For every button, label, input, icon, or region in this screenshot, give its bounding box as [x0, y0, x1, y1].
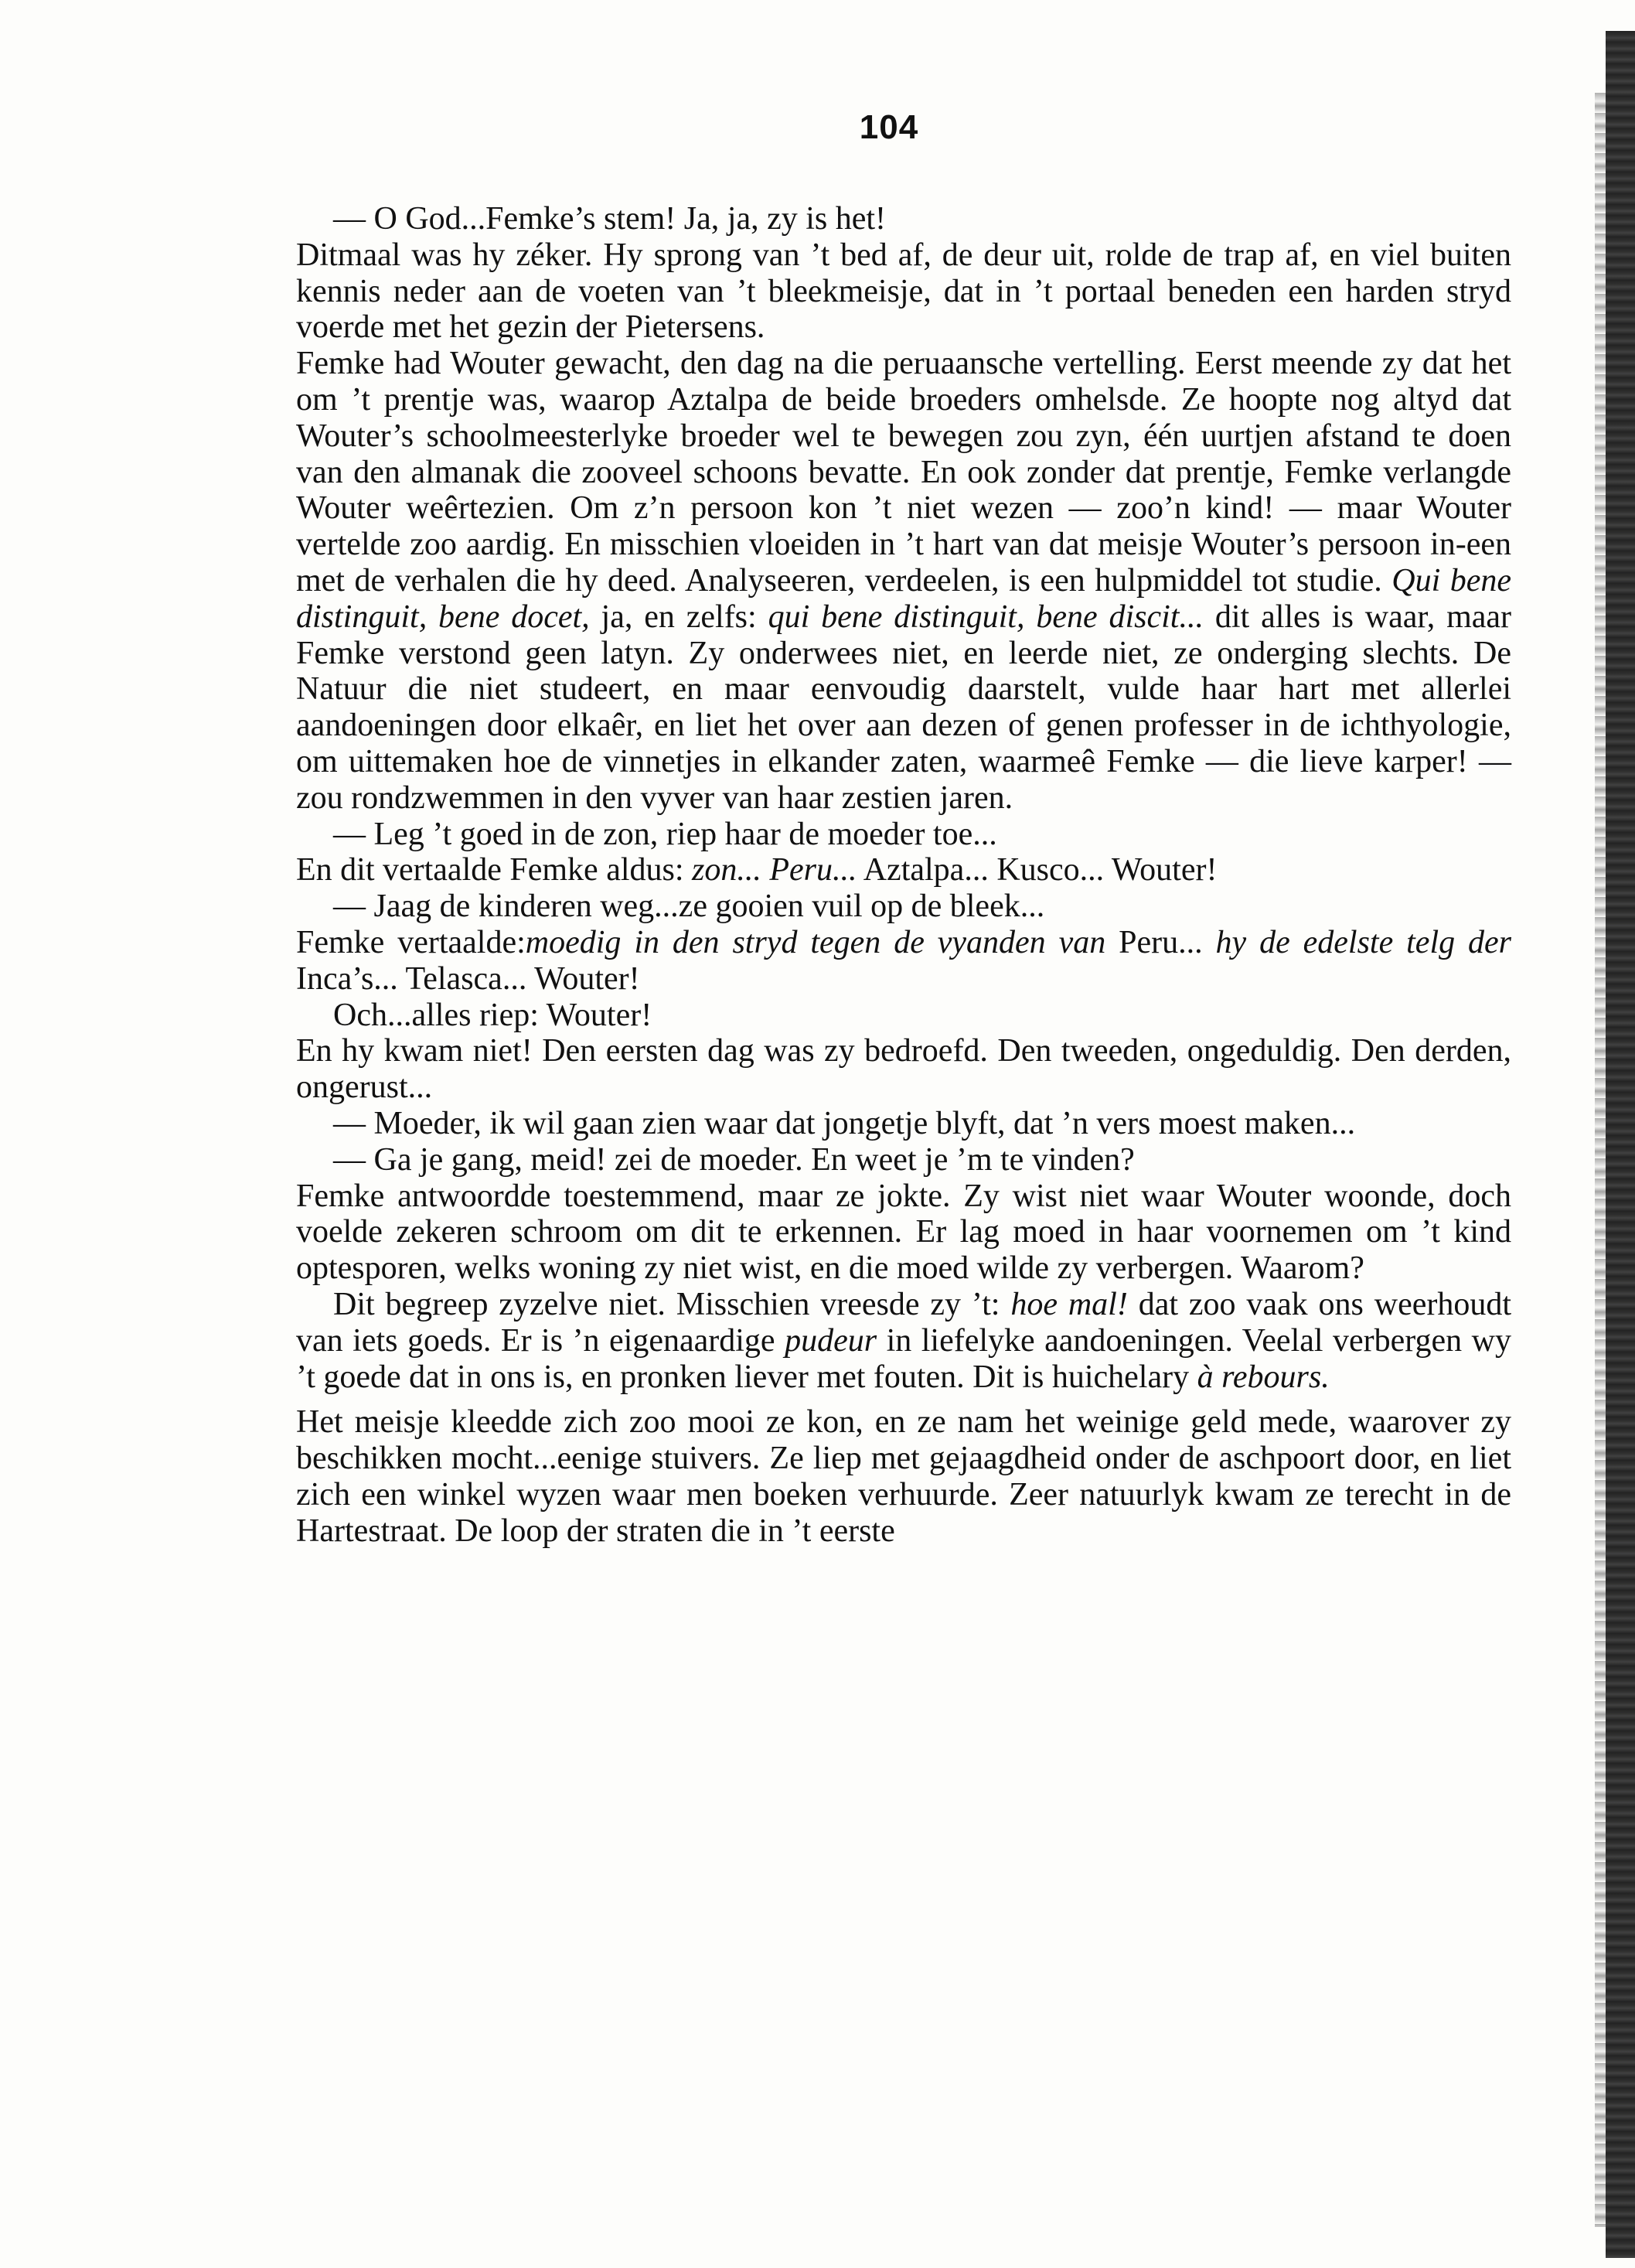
- text-run: Femke had Wouter gewacht, den dag na die peruaansche vertelling. Eerst meende zy dat het om ’t prentje was, waarop Aztalpa de beide broeders omhelsde. Ze hoopte nog altyd dat Wouter’s schoolmeesterlyke broeder wel te bewegen zou zyn, één uurtjen afstand te doen van den almanak die zooveel schoons bevatte. En ook zonder dat prentje, Femke verlangde Wouter weêrtezien. Om z’n persoon kon ’t niet wezen — zoo’n kind! — maar Wouter vertelde zoo aardig. En misschien vloeiden in ’t hart van dat meisje Wouter’s persoon in-een met de verhalen die hy deed. Analyseeren, verdeelen, is een hulpmiddel tot studie.: [296, 346, 1511, 599]
- body-text: [296, 201, 1511, 1549]
- scan-shadow: [1595, 93, 1606, 2227]
- latin-phrase: Qui bene distinguit, bene docet,: [296, 562, 1512, 635]
- paragraph-femke-answered: Femke antwoordde toestemmend, maar ze jokte. Zy wist niet waar Wouter woonde, doch voelde zekeren schroom om dit te erkennen. Er lag moed in haar voornemen om ’t kind optesporen, welks woning zy niet wist, en die moed wilde zy verbergen. Waarom?: [296, 1178, 1511, 1287]
- italic-run: à rebours.: [1197, 1359, 1330, 1395]
- latin-phrase: qui bene distinguit, bene discit...: [768, 599, 1204, 635]
- text-run: En dit vertaalde Femke aldus:: [296, 852, 684, 888]
- paragraph-mother-call: — Leg ’t goed in de zon, riep haar de moeder toe...: [333, 816, 997, 852]
- italic-run: pudeur: [785, 1322, 877, 1359]
- paragraph-translation-two: [296, 925, 1511, 998]
- paragraph-go-ahead: — Ga je gang, meid! zei de moeder. En weet je ’m te vinden?: [333, 1141, 1135, 1178]
- text-run: Inca’s... Telasca... Wouter!: [296, 960, 640, 997]
- text-run: in liefelyke aandoeningen. Veelal verbergen wy ’t goede dat in ons is, en pronken liever met fouten. Dit is huichelary: [296, 1322, 1512, 1395]
- page-number: 104: [859, 108, 919, 146]
- paragraph-did-not-understand: [296, 1287, 1511, 1395]
- text-run: Aztalpa... Kusco... Wouter!: [863, 852, 1218, 888]
- italic-run: zon... Peru...: [692, 852, 857, 888]
- text-run: dit alles is waar, maar Femke verstond geen latyn. Zy onderwees niet, en leerde niet, ze onderging slechts. De Natuur die niet studeert, en maar eenvoudig daarstelt, vulde haar hart met allerlei aandoeningen door elkaêr, en liet het over aan dezen of genen professer in de ichthyologie, om uittemaken hoe de vinnetjes in elkander zaten, waarmeê Femke — die lieve karper! — zou rondzwemmen in den vyver van haar zestien jaren.: [296, 599, 1512, 816]
- text-run: Dit begreep zyzelve niet. Misschien vreesde zy ’t:: [333, 1286, 1000, 1322]
- paragraph-femke-voice: — O God...Femke’s stem! Ja, ja, zy is het!: [333, 201, 887, 237]
- paragraph-chase-children: — Jaag de kinderen weg...ze gooien vuil op de bleek...: [333, 888, 1045, 925]
- paragraph-mother-ask: — Moeder, ik wil gaan zien waar dat jongetje blyft, dat ’n vers moest maken...: [333, 1105, 1356, 1141]
- text-run: ja, en zelfs:: [601, 599, 757, 635]
- paragraph-femke-waited: [296, 346, 1511, 816]
- paragraph-he-did-not-come: En hy kwam niet! Den eersten dag was zy bedroefd. Den tweeden, ongeduldig. Den derden, ongerust...: [296, 1033, 1511, 1106]
- text-run: Femke vertaalde:: [296, 924, 526, 960]
- italic-run: hy de edelste telg der: [1215, 924, 1511, 960]
- paragraph-translation: [296, 852, 1511, 888]
- text-run: Peru...: [1119, 924, 1203, 960]
- italic-run: hoe mal!: [1010, 1286, 1128, 1322]
- paragraph-girl-dressed: Het meisje kleedde zich zoo mooi ze kon, en ze nam het weinige geld mede, waarover zy beschikken mocht...eenige stuivers. Ze liep met gejaagdheid onder de aschpoort door, en liet zich een winkel wyzen waar men boeken verhuurde. Zeer natuurlyk kwam ze terecht in de Hartestraat. De loop der straten die in ’t eerste: [296, 1404, 1511, 1549]
- text-run: dat zoo vaak ons weerhoudt van iets goeds. Er is ’n eigenaardige: [296, 1286, 1512, 1359]
- paragraph-all-called: Och...alles riep: Wouter!: [333, 997, 652, 1033]
- scan-binding-edge: [1606, 31, 1635, 2258]
- paragraph-ditmaal: Ditmaal was hy zéker. Hy sprong van ’t bed af, de deur uit, rolde de trap af, en viel buiten kennis neder aan de voeten van ’t bleekmeisje, dat in ’t portaal beneden een harden stryd voerde met het gezin der Pietersens.: [296, 237, 1511, 346]
- italic-run: moedig in den stryd tegen de vyanden van: [525, 924, 1106, 960]
